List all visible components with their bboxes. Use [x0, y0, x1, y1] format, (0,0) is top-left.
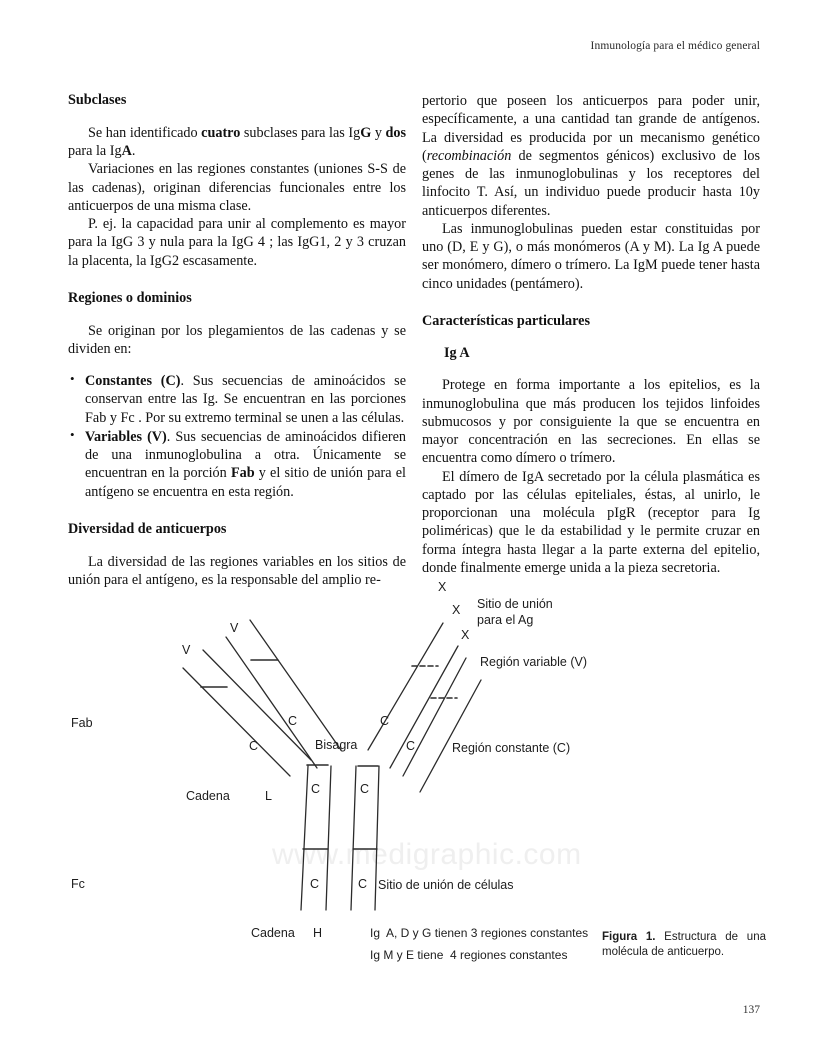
label-cadena-h-letter: H	[313, 926, 323, 940]
right-light-c-label: C	[406, 739, 416, 753]
list-item	[85, 372, 406, 427]
paragraph-subclases-2: Variaciones en las regiones constantes (uniones S-S de las cadenas), originan diferencias funcionales entre los anticuerpos de una misma clase.	[68, 161, 406, 214]
heading-iga: Ig A	[444, 344, 470, 361]
figure-caption	[602, 930, 766, 960]
label-cadena-h-word: Cadena	[251, 926, 295, 940]
page-number: 137	[742, 1004, 760, 1016]
label-sitio-union-celulas: Sitio de unión de células	[378, 878, 514, 892]
running-head: Inmunología para el médico general	[590, 40, 760, 52]
right-heavy-chain-outer	[390, 646, 458, 768]
note-regiones-constantes-line1: Ig A, D y G tienen 3 regiones constantes	[370, 926, 589, 940]
left-heavy-c-label: C	[288, 714, 298, 728]
heading-caracteristicas-particulares: Características particulares	[422, 312, 590, 329]
x-marker-3: X	[461, 628, 470, 642]
text-run-bold: Variables (V)	[85, 428, 167, 445]
note-regiones-constantes-line2: Ig M y E tiene 4 regiones constantes	[370, 948, 568, 962]
label-region-variable: Región variable (V)	[480, 655, 587, 669]
paragraph-iga-protege: Protege en forma importante a los epitelios, es la inmunoglobulina que más producen los tejidos linfoides submucosos y por consiguiente la que se encuentra en mayor concentración en las secreciones. En ellas se encuentra como dímero o trímero.	[422, 377, 760, 467]
heading-subclases: Subclases	[68, 92, 127, 108]
left-heavy-v-label: V	[230, 621, 239, 635]
fc-right-c-label-lower: C	[358, 877, 368, 891]
paragraph-subclases-3: P. ej. la capacidad para unir al complemento es mayor para la IgG 3 y nula para la IgG 4 ; las IgG1, 2 y 3 cruzan la placenta, la IgG2 escasamente.	[68, 216, 406, 269]
paragraph-regiones-1: Se originan por los plegamientos de las cadenas y se dividen en:	[68, 322, 406, 357]
label-sitio-union-ag-line1: Sitio de unión	[477, 597, 553, 611]
x-marker-1: X	[438, 580, 447, 594]
figure-caption-label: Figura 1.	[602, 931, 656, 943]
left-heavy-chain-inner	[250, 620, 341, 750]
label-region-constante: Región constante (C)	[452, 741, 571, 755]
left-light-c-label: C	[249, 739, 259, 753]
fc-left-chain-b	[326, 766, 331, 910]
fc-left-chain-a	[301, 766, 308, 910]
text-run: .	[131, 143, 136, 159]
figure-caption-text: Estructura de una molécula de anticuerpo.	[602, 931, 766, 959]
antibody-chains	[183, 620, 481, 910]
text-run-bold: Constantes (C)	[85, 373, 181, 389]
paragraph-iga-dimero: El dímero de IgA secretado por la célula plasmática es captado por las células epiteliales, éstas, al unirlo, le proporcionan una molécula pIgR (receptor para Ig poliméricas) que le da estabilidad y le permite cruzar en forma íntegra hasta llegar a la parte externa del epitelio, donde finalmente emerge unida a la pieza secretoria.	[422, 468, 760, 576]
paragraph-repertorio	[422, 92, 760, 220]
right-heavy-c-label: C	[380, 714, 390, 728]
text-run-bold: G	[360, 124, 372, 141]
text-run: subclases para las Ig	[240, 124, 361, 141]
fc-right-chain-a	[351, 766, 356, 910]
left-text-column	[68, 92, 406, 589]
text-run-bold: dos	[385, 124, 407, 141]
text-run: Se han identificado	[88, 124, 202, 141]
text-run-bold: cuatro	[201, 124, 241, 141]
text-run: pertorio que poseen los anticuerpos para poder unir, específicamente, a una cantidad tan grande de antígenos. La diversidad es producida por un mecanismo genético (	[422, 93, 760, 164]
text-run: y el sitio de unión para el antígeno se encuentra en esta región.	[85, 465, 406, 500]
text-run: de segmentos génicos) exclusivo de los genes de las inmunoglobulinas y los receptores del linfocito T. Así, un individuo puede producir hasta 10y anticuerpos diferentes.	[422, 147, 760, 219]
left-light-v-label: V	[182, 643, 191, 657]
heading-regiones-dominios: Regiones o dominios	[68, 289, 192, 306]
list-item	[85, 428, 406, 501]
right-text-column	[422, 92, 760, 577]
label-fab: Fab	[71, 716, 93, 730]
paragraph-subclases-1	[68, 124, 406, 161]
watermark-medigraphic: www.medigraphic.com	[272, 838, 582, 871]
paragraph-inmunoglobulinas: Las inmunoglobulinas pueden estar constituidas por uno (D, E y G), o más monómeros (A y M). La Ig A puede ser monómero, dímero o trímero. La IgM puede tener hasta cinco unidades (pentámero).	[422, 220, 760, 292]
fc-right-c-label-upper: C	[360, 782, 370, 796]
text-run: . Sus secuencias de aminoácidos se conservan entre las Ig. Se encuentran en las porciones Fab y Fc . Por su extremo terminal se unen a las células.	[85, 373, 407, 426]
label-cadena-l-letter: L	[265, 789, 272, 803]
text-run-italic: recombinación	[426, 147, 512, 164]
text-run: . Sus secuencias de aminoácidos difieren de una inmunoglobulina a otra. Únicamente se encuentran en la porción	[85, 428, 407, 482]
label-fc: Fc	[71, 877, 85, 891]
fc-left-c-label-lower: C	[310, 877, 320, 891]
heading-diversidad-anticuerpos: Diversidad de anticuerpos	[68, 520, 227, 537]
label-sitio-union-ag-line2: para el Ag	[477, 613, 534, 627]
text-run: y	[371, 124, 386, 141]
x-marker-2: X	[452, 603, 461, 617]
text-run-bold: A	[121, 143, 132, 159]
paragraph-diversidad-1: La diversidad de las regiones variables en los sitios de unión para el antígeno, es la responsable del amplio re-	[68, 553, 406, 588]
text-run-bold: Fab	[230, 465, 255, 482]
text-run: para la Ig	[68, 143, 122, 159]
label-bisagra: Bisagra	[315, 738, 358, 752]
right-heavy-chain-inner	[368, 623, 443, 750]
list-regiones	[68, 372, 406, 501]
fc-left-c-label-upper: C	[311, 782, 321, 796]
left-heavy-chain-outer	[226, 637, 317, 768]
label-cadena-l-word: Cadena	[186, 789, 230, 803]
